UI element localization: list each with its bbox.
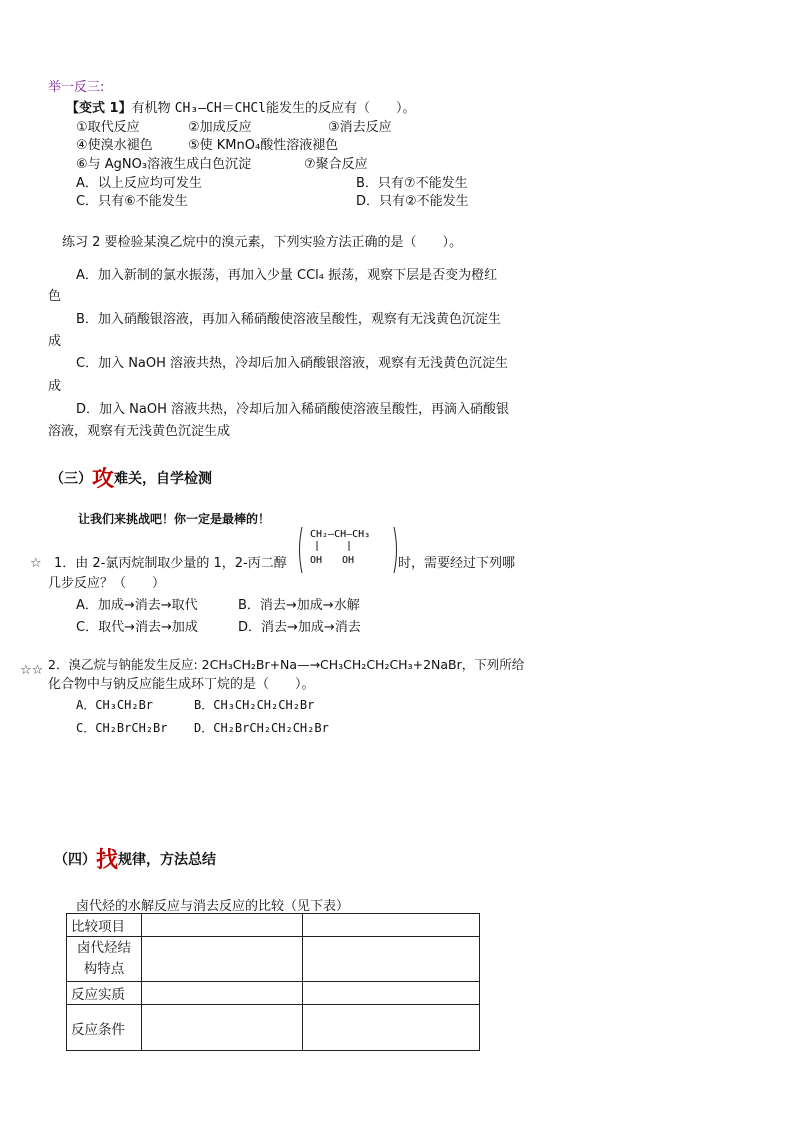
practice2-option-a-cont: 色 (48, 289, 62, 304)
q2-option-b: B．CH₃CH₂CH₂CH₂Br (194, 698, 315, 712)
variant-label: 【变式 1】 (66, 101, 132, 116)
table-cell (142, 982, 303, 1005)
table-row (67, 914, 480, 937)
propanediol-structure (296, 525, 400, 575)
table-row-label: 反应实质 (67, 982, 142, 1005)
practice2-option-d: D．加入 NaOH 溶液共热，冷却后加入稀硝酸使溶液呈酸性，再滴入硝酸银 (76, 402, 509, 417)
q2-option-d: D．CH₂BrCH₂CH₂CH₂Br (194, 721, 329, 735)
q2-option-a: A．CH₃CH₂Br (76, 698, 154, 712)
section3-big-char: 攻 (92, 467, 115, 492)
q1-stem-post: 时，需要经过下列哪 (398, 556, 516, 571)
table-cell (142, 1005, 303, 1051)
section3-heading (50, 462, 212, 493)
q2-stars-icon: ☆☆ (20, 663, 44, 678)
q1-option-a: A．加成→消去→取代 (76, 598, 198, 613)
table-row-label: 比较项目 (67, 914, 142, 937)
section4-big-char: 找 (96, 848, 119, 873)
practice2-option-d-cont: 溶液，观察有无浅黄色沉淀生成 (48, 424, 231, 439)
q2-option-c: C．CH₂BrCH₂Br (76, 721, 168, 735)
q1-option-d: D．消去→加成→消去 (238, 620, 361, 635)
reaction-4: ④使溴水褪色 (76, 138, 153, 153)
table-cell (303, 914, 480, 937)
q1-stem-line2: 几步反应？（ ） (48, 576, 166, 591)
q2-stem-line2: 化合物中与钠反应能生成环丁烷的是（ ）。 (48, 677, 315, 692)
reaction-7: ⑦聚合反应 (304, 157, 368, 172)
section4-heading (54, 843, 216, 874)
reaction-2: ②加成反应 (188, 120, 252, 135)
table-row (67, 1005, 480, 1051)
practice2-option-b: B．加入硝酸银溶液，再加入稀硝酸使溶液呈酸性，观察有无浅黄色沉淀生 (76, 312, 501, 327)
practice2-option-c: C．加入 NaOH 溶液共热，冷却后加入硝酸银溶液，观察有无浅黄色沉淀生 (76, 356, 509, 371)
variant-stem (66, 97, 416, 116)
reaction-1: ①取代反应 (76, 120, 140, 135)
variant-option-b: B．只有⑦不能发生 (356, 176, 468, 191)
table-row-label: 反应条件 (67, 1005, 142, 1051)
reaction-6: ⑥与 AgNO₃溶液生成白色沉淀 (76, 157, 252, 172)
table-cell (142, 937, 303, 982)
table-cell (303, 982, 480, 1005)
section4-prefix: （四） (54, 852, 96, 868)
practice2-option-c-cont: 成 (48, 379, 62, 394)
variant-text-post: 能发生的反应有（ ）。 (266, 101, 416, 116)
table-cell (303, 937, 480, 982)
struct-oh-1: OH (310, 555, 323, 566)
table-cell (142, 914, 303, 937)
q1-stem-pre: 1．由 2-氯丙烷制取少量的 1，2-丙二醇 (54, 556, 287, 571)
table-caption: 卤代烃的水解反应与消去反应的比较（见下表） (76, 899, 350, 914)
q1-star-icon: ☆ (30, 556, 42, 571)
section3-prefix: （三） (50, 471, 92, 487)
practice2-option-b-cont: 成 (48, 334, 62, 349)
juyi-heading: 举一反三: (48, 80, 105, 95)
table-row (67, 937, 480, 982)
struct-oh-2: OH (342, 555, 355, 566)
practice2-option-a: A．加入新制的氯水振荡，再加入少量 CCl₄ 振荡，观察下层是否变为橙红 (76, 268, 498, 283)
section4-suffix: 规律，方法总结 (118, 852, 217, 868)
variant-option-d: D．只有②不能发生 (356, 194, 469, 209)
q2-stem-line1: 2．溴乙烷与钠能发生反应: 2CH₃CH₂Br+Na—→CH₃CH₂CH₂CH₃+2NaBr，下列所给 (48, 657, 525, 672)
q1-option-b: B．消去→加成→水解 (238, 598, 360, 613)
section3-suffix: 难关，自学检测 (114, 471, 213, 487)
practice2-stem: 练习 2 要检验某溴乙烷中的溴元素，下列实验方法正确的是（ ）。 (62, 235, 463, 250)
table-row (67, 982, 480, 1005)
table-row-label: 卤代烃结构特点 (67, 937, 142, 982)
challenge-text: 让我们来挑战吧！你一定是最棒的！ (78, 512, 271, 526)
comparison-table (66, 913, 480, 1051)
reaction-5: ⑤使 KMnO₄酸性溶液褪色 (188, 138, 339, 153)
table-cell (303, 1005, 480, 1051)
q1-option-c: C．取代→消去→加成 (76, 620, 198, 635)
struct-top: CH₂—CH—CH₃ (310, 529, 371, 540)
variant-option-a: A．以上反应均可发生 (76, 176, 202, 191)
variant-option-c: C．只有⑥不能发生 (76, 194, 188, 209)
variant-text-pre: 有机物 (131, 101, 175, 116)
reaction-3: ③消去反应 (328, 120, 392, 135)
variant-formula: CH₃—CH＝CHCl (174, 101, 266, 116)
